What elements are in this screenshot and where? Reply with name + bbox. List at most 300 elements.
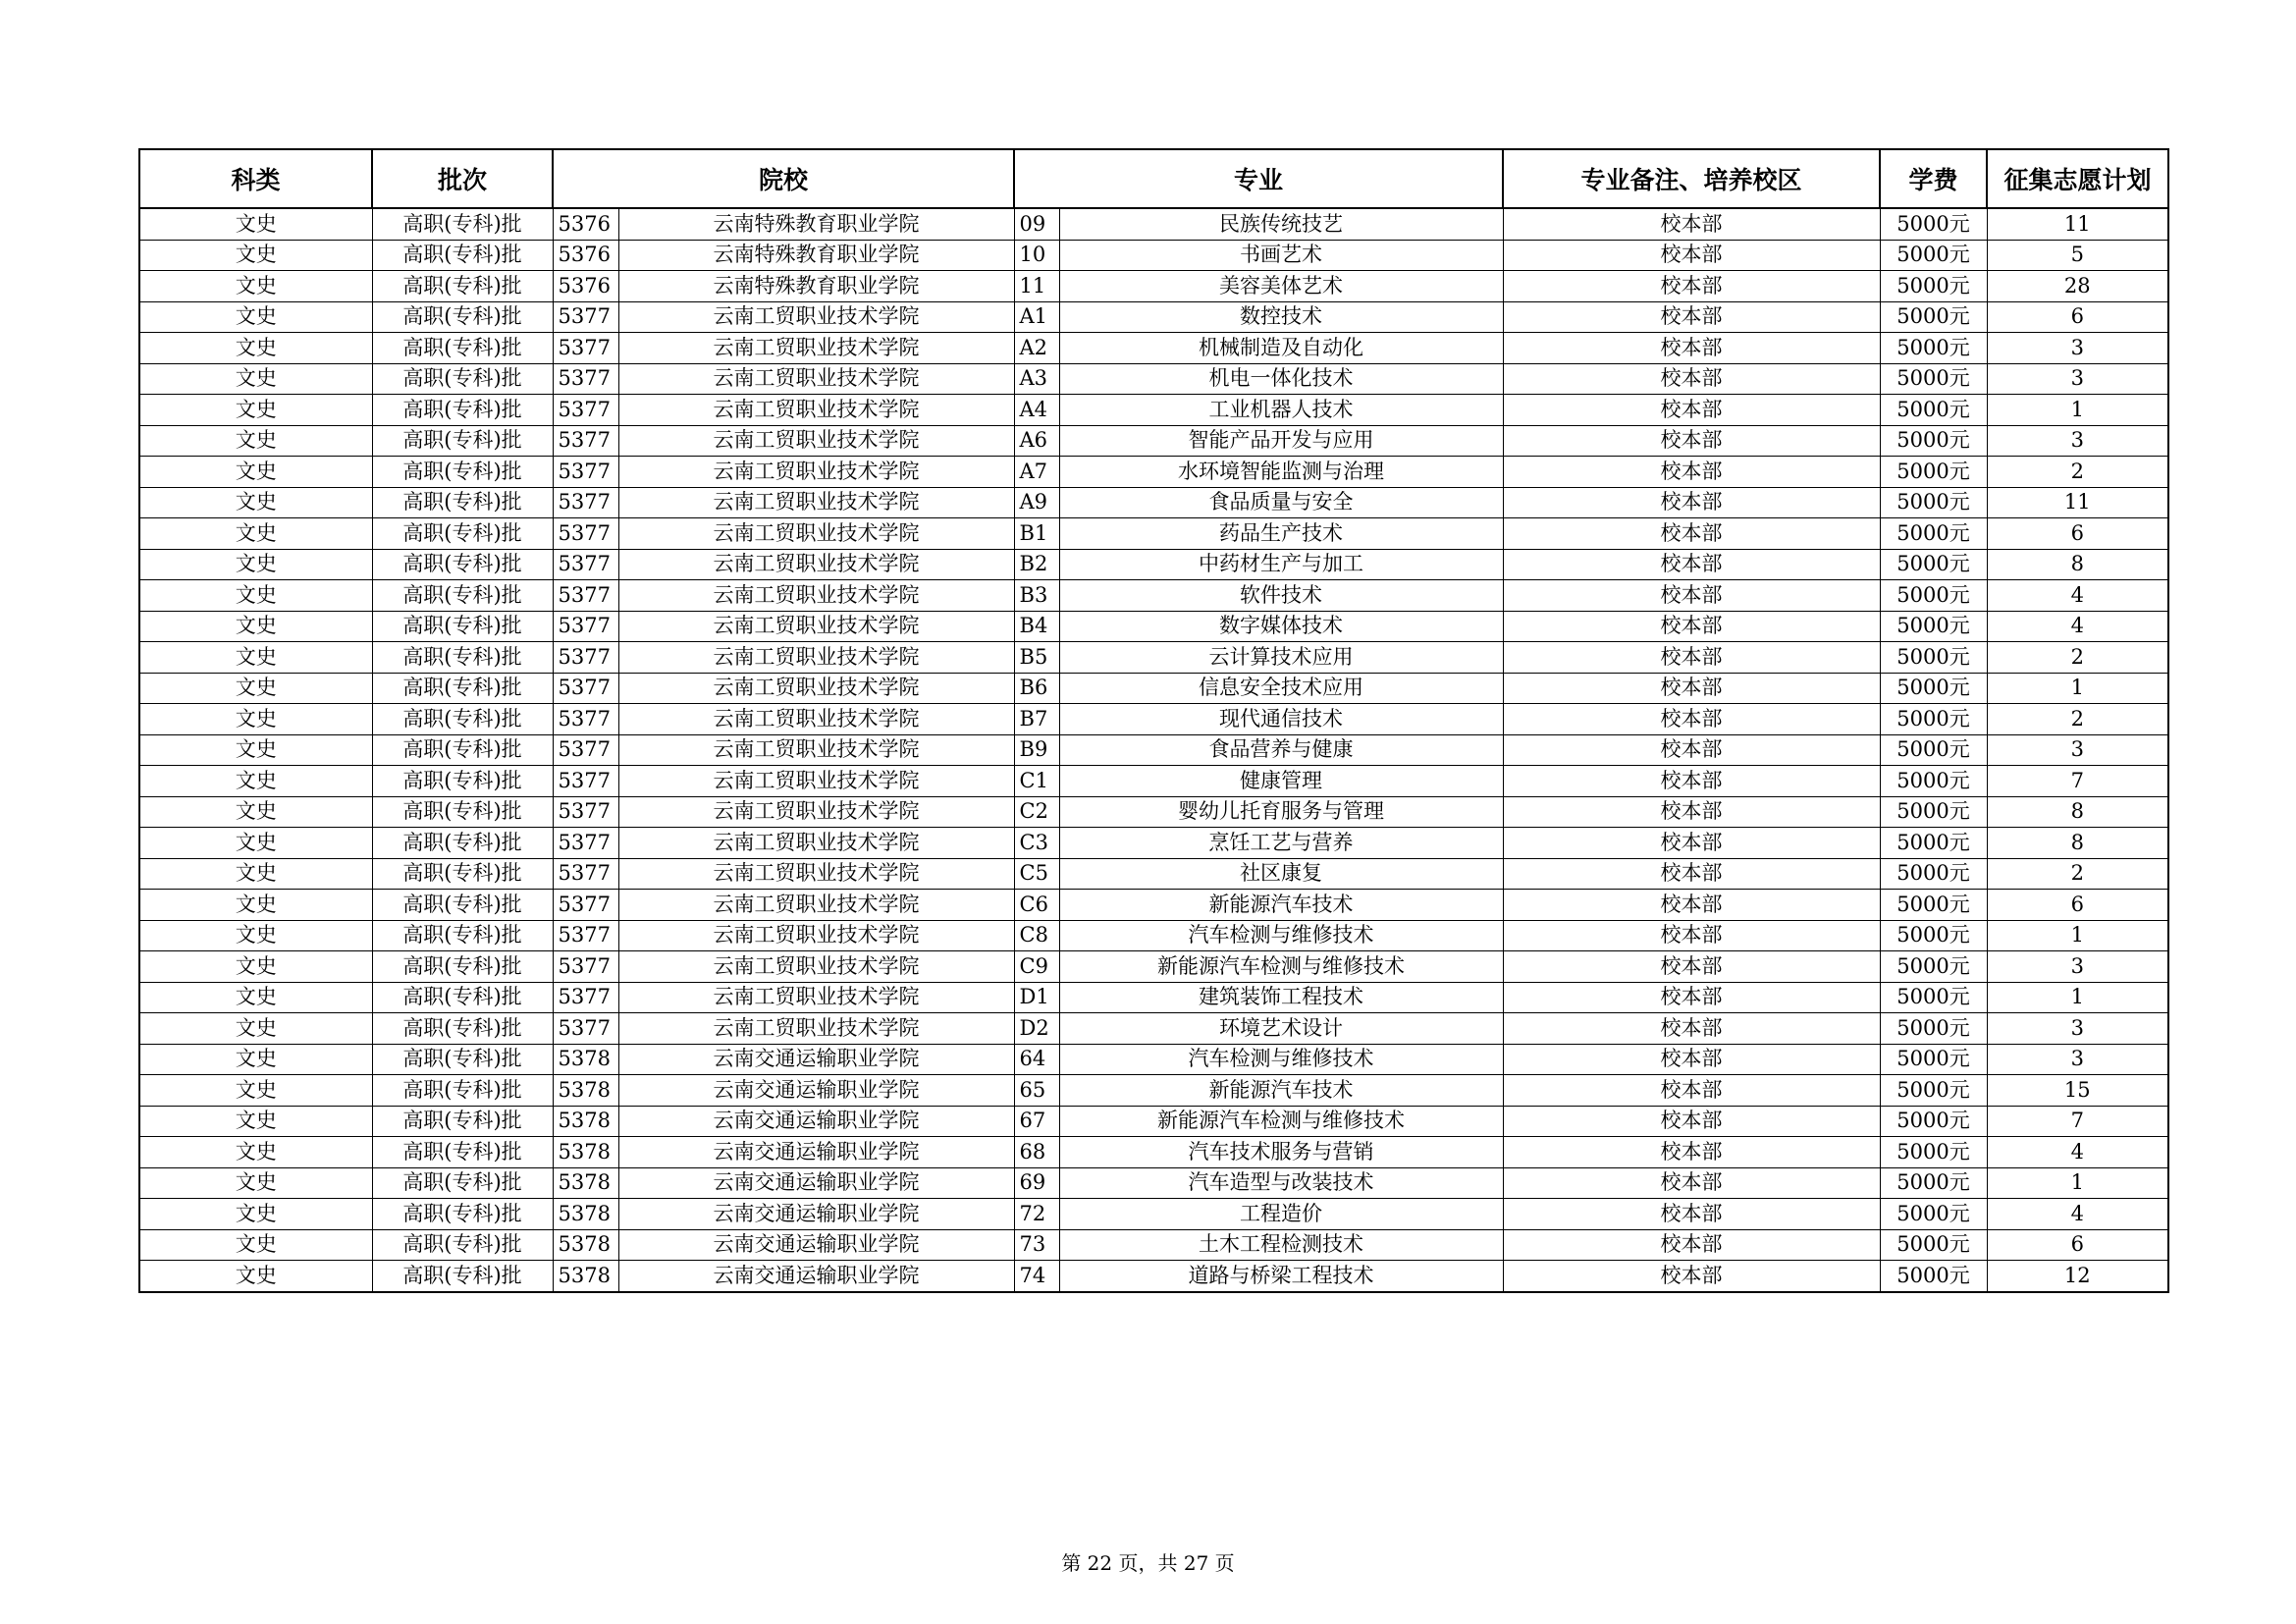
plan-cell: 1 [1987, 920, 2168, 951]
major-notes-cell: 校本部 [1503, 1229, 1880, 1261]
category-cell: 文史 [139, 271, 372, 302]
admissions-table [138, 148, 2169, 1293]
institution-code-cell: 5377 [553, 363, 618, 395]
category-cell: 文史 [139, 1167, 372, 1199]
major-name-cell: 新能源汽车技术 [1059, 1075, 1503, 1107]
institution-name-cell: 云南工贸职业技术学院 [618, 951, 1014, 983]
institution-code-cell: 5377 [553, 951, 618, 983]
institution-code-cell: 5377 [553, 704, 618, 735]
major-name-cell: 中药材生产与加工 [1059, 549, 1503, 580]
institution-name-cell: 云南工贸职业技术学院 [618, 425, 1014, 457]
major-name-cell: 食品营养与健康 [1059, 734, 1503, 766]
batch-cell: 高职(专科)批 [372, 951, 553, 983]
institution-code-cell: 5377 [553, 487, 618, 518]
tuition-cell: 5000元 [1880, 240, 1987, 271]
institution-code-cell: 5377 [553, 920, 618, 951]
category-cell: 文史 [139, 982, 372, 1013]
table-row [139, 673, 2168, 704]
major-name-cell: 土木工程检测技术 [1059, 1229, 1503, 1261]
tuition-cell: 5000元 [1880, 890, 1987, 921]
tuition-cell: 5000元 [1880, 395, 1987, 426]
table-row [139, 1261, 2168, 1292]
institution-name-cell: 云南特殊教育职业学院 [618, 271, 1014, 302]
tuition-cell: 5000元 [1880, 301, 1987, 333]
major-name-cell: 现代通信技术 [1059, 704, 1503, 735]
institution-name-cell: 云南工贸职业技术学院 [618, 518, 1014, 550]
tuition-cell: 5000元 [1880, 518, 1987, 550]
table-row [139, 1229, 2168, 1261]
major-code-cell: 68 [1014, 1137, 1059, 1168]
category-cell: 文史 [139, 1013, 372, 1045]
table-row [139, 920, 2168, 951]
tuition-cell: 5000元 [1880, 734, 1987, 766]
major-code-cell: C5 [1014, 858, 1059, 890]
plan-cell: 3 [1987, 951, 2168, 983]
tuition-cell: 5000元 [1880, 796, 1987, 828]
major-notes-cell: 校本部 [1503, 395, 1880, 426]
header-major: 专业 [1014, 149, 1503, 208]
major-code-cell: B9 [1014, 734, 1059, 766]
batch-cell: 高职(专科)批 [372, 301, 553, 333]
major-notes-cell: 校本部 [1503, 208, 1880, 240]
plan-cell: 4 [1987, 580, 2168, 612]
plan-cell: 4 [1987, 1137, 2168, 1168]
batch-cell: 高职(专科)批 [372, 828, 553, 859]
institution-name-cell: 云南交通运输职业学院 [618, 1167, 1014, 1199]
plan-cell: 3 [1987, 333, 2168, 364]
major-notes-cell: 校本部 [1503, 580, 1880, 612]
batch-cell: 高职(专科)批 [372, 766, 553, 797]
table-row [139, 580, 2168, 612]
major-notes-cell: 校本部 [1503, 1137, 1880, 1168]
major-notes-cell: 校本部 [1503, 487, 1880, 518]
table-row [139, 1106, 2168, 1137]
page-footer: 第 22 页，共 27 页 [1061, 1551, 1235, 1575]
table-row [139, 333, 2168, 364]
plan-cell: 1 [1987, 395, 2168, 426]
institution-code-cell: 5377 [553, 301, 618, 333]
major-code-cell: A6 [1014, 425, 1059, 457]
tuition-cell: 5000元 [1880, 333, 1987, 364]
major-name-cell: 新能源汽车检测与维修技术 [1059, 1106, 1503, 1137]
institution-name-cell: 云南工贸职业技术学院 [618, 920, 1014, 951]
batch-cell: 高职(专科)批 [372, 333, 553, 364]
plan-cell: 3 [1987, 1044, 2168, 1075]
major-notes-cell: 校本部 [1503, 425, 1880, 457]
major-code-cell: C2 [1014, 796, 1059, 828]
plan-cell: 4 [1987, 611, 2168, 642]
major-code-cell: B3 [1014, 580, 1059, 612]
major-name-cell: 社区康复 [1059, 858, 1503, 890]
major-name-cell: 汽车造型与改装技术 [1059, 1167, 1503, 1199]
batch-cell: 高职(专科)批 [372, 395, 553, 426]
table-row [139, 425, 2168, 457]
major-notes-cell: 校本部 [1503, 611, 1880, 642]
major-name-cell: 新能源汽车技术 [1059, 890, 1503, 921]
major-notes-cell: 校本部 [1503, 301, 1880, 333]
major-code-cell: A7 [1014, 457, 1059, 488]
institution-name-cell: 云南工贸职业技术学院 [618, 828, 1014, 859]
plan-cell: 1 [1987, 982, 2168, 1013]
batch-cell: 高职(专科)批 [372, 734, 553, 766]
category-cell: 文史 [139, 1044, 372, 1075]
institution-code-cell: 5377 [553, 549, 618, 580]
major-notes-cell: 校本部 [1503, 1261, 1880, 1292]
batch-cell: 高职(专科)批 [372, 1044, 553, 1075]
tuition-cell: 5000元 [1880, 920, 1987, 951]
institution-code-cell: 5378 [553, 1044, 618, 1075]
batch-cell: 高职(专科)批 [372, 920, 553, 951]
table-row [139, 1044, 2168, 1075]
plan-cell: 6 [1987, 518, 2168, 550]
plan-cell: 3 [1987, 425, 2168, 457]
category-cell: 文史 [139, 704, 372, 735]
major-notes-cell: 校本部 [1503, 457, 1880, 488]
major-notes-cell: 校本部 [1503, 1013, 1880, 1045]
major-code-cell: 67 [1014, 1106, 1059, 1137]
tuition-cell: 5000元 [1880, 271, 1987, 302]
major-notes-cell: 校本部 [1503, 1167, 1880, 1199]
batch-cell: 高职(专科)批 [372, 1013, 553, 1045]
table-row [139, 796, 2168, 828]
table-row [139, 1167, 2168, 1199]
plan-cell: 2 [1987, 858, 2168, 890]
major-notes-cell: 校本部 [1503, 796, 1880, 828]
institution-code-cell: 5377 [553, 395, 618, 426]
major-code-cell: C3 [1014, 828, 1059, 859]
tuition-cell: 5000元 [1880, 1013, 1987, 1045]
tuition-cell: 5000元 [1880, 425, 1987, 457]
major-name-cell: 软件技术 [1059, 580, 1503, 612]
category-cell: 文史 [139, 858, 372, 890]
batch-cell: 高职(专科)批 [372, 1075, 553, 1107]
tuition-cell: 5000元 [1880, 1075, 1987, 1107]
plan-cell: 6 [1987, 890, 2168, 921]
tuition-cell: 5000元 [1880, 1199, 1987, 1230]
plan-cell: 12 [1987, 1261, 2168, 1292]
plan-cell: 6 [1987, 301, 2168, 333]
tuition-cell: 5000元 [1880, 487, 1987, 518]
major-notes-cell: 校本部 [1503, 549, 1880, 580]
plan-cell: 2 [1987, 704, 2168, 735]
major-code-cell: B2 [1014, 549, 1059, 580]
major-notes-cell: 校本部 [1503, 240, 1880, 271]
plan-cell: 7 [1987, 1106, 2168, 1137]
table-row [139, 982, 2168, 1013]
institution-code-cell: 5377 [553, 333, 618, 364]
batch-cell: 高职(专科)批 [372, 796, 553, 828]
tuition-cell: 5000元 [1880, 1229, 1987, 1261]
major-code-cell: B6 [1014, 673, 1059, 704]
major-name-cell: 智能产品开发与应用 [1059, 425, 1503, 457]
category-cell: 文史 [139, 796, 372, 828]
tuition-cell: 5000元 [1880, 1137, 1987, 1168]
major-name-cell: 工程造价 [1059, 1199, 1503, 1230]
institution-code-cell: 5376 [553, 208, 618, 240]
batch-cell: 高职(专科)批 [372, 518, 553, 550]
plan-cell: 7 [1987, 766, 2168, 797]
major-notes-cell: 校本部 [1503, 673, 1880, 704]
table-row [139, 549, 2168, 580]
major-name-cell: 健康管理 [1059, 766, 1503, 797]
plan-cell: 1 [1987, 673, 2168, 704]
category-cell: 文史 [139, 333, 372, 364]
tuition-cell: 5000元 [1880, 1044, 1987, 1075]
category-cell: 文史 [139, 457, 372, 488]
batch-cell: 高职(专科)批 [372, 673, 553, 704]
institution-name-cell: 云南交通运输职业学院 [618, 1137, 1014, 1168]
category-cell: 文史 [139, 1137, 372, 1168]
major-notes-cell: 校本部 [1503, 858, 1880, 890]
category-cell: 文史 [139, 395, 372, 426]
category-cell: 文史 [139, 1261, 372, 1292]
major-code-cell: C1 [1014, 766, 1059, 797]
major-code-cell: B1 [1014, 518, 1059, 550]
institution-name-cell: 云南工贸职业技术学院 [618, 642, 1014, 674]
header-tuition: 学费 [1880, 149, 1987, 208]
major-code-cell: B7 [1014, 704, 1059, 735]
table-row [139, 518, 2168, 550]
major-name-cell: 婴幼儿托育服务与管理 [1059, 796, 1503, 828]
major-name-cell: 民族传统技艺 [1059, 208, 1503, 240]
table-row [139, 363, 2168, 395]
major-notes-cell: 校本部 [1503, 363, 1880, 395]
institution-code-cell: 5377 [553, 890, 618, 921]
batch-cell: 高职(专科)批 [372, 457, 553, 488]
plan-cell: 3 [1987, 363, 2168, 395]
category-cell: 文史 [139, 580, 372, 612]
major-notes-cell: 校本部 [1503, 642, 1880, 674]
category-cell: 文史 [139, 611, 372, 642]
major-code-cell: A3 [1014, 363, 1059, 395]
tuition-cell: 5000元 [1880, 549, 1987, 580]
institution-code-cell: 5377 [553, 858, 618, 890]
institution-code-cell: 5377 [553, 766, 618, 797]
institution-name-cell: 云南交通运输职业学院 [618, 1261, 1014, 1292]
batch-cell: 高职(专科)批 [372, 611, 553, 642]
category-cell: 文史 [139, 208, 372, 240]
major-code-cell: 74 [1014, 1261, 1059, 1292]
table-row [139, 766, 2168, 797]
institution-code-cell: 5377 [553, 518, 618, 550]
batch-cell: 高职(专科)批 [372, 1199, 553, 1230]
major-code-cell: D2 [1014, 1013, 1059, 1045]
institution-name-cell: 云南交通运输职业学院 [618, 1044, 1014, 1075]
major-code-cell: 11 [1014, 271, 1059, 302]
major-name-cell: 建筑装饰工程技术 [1059, 982, 1503, 1013]
institution-name-cell: 云南工贸职业技术学院 [618, 734, 1014, 766]
institution-name-cell: 云南工贸职业技术学院 [618, 457, 1014, 488]
major-code-cell: 72 [1014, 1199, 1059, 1230]
major-notes-cell: 校本部 [1503, 890, 1880, 921]
batch-cell: 高职(专科)批 [372, 240, 553, 271]
category-cell: 文史 [139, 1075, 372, 1107]
table-row [139, 1013, 2168, 1045]
institution-code-cell: 5377 [553, 611, 618, 642]
plan-cell: 5 [1987, 240, 2168, 271]
category-cell: 文史 [139, 642, 372, 674]
table-row [139, 951, 2168, 983]
category-cell: 文史 [139, 673, 372, 704]
major-name-cell: 道路与桥梁工程技术 [1059, 1261, 1503, 1292]
major-name-cell: 烹饪工艺与营养 [1059, 828, 1503, 859]
major-code-cell: 69 [1014, 1167, 1059, 1199]
category-cell: 文史 [139, 766, 372, 797]
table-row [139, 828, 2168, 859]
plan-cell: 3 [1987, 734, 2168, 766]
institution-name-cell: 云南特殊教育职业学院 [618, 208, 1014, 240]
institution-name-cell: 云南工贸职业技术学院 [618, 673, 1014, 704]
category-cell: 文史 [139, 1199, 372, 1230]
major-code-cell: B5 [1014, 642, 1059, 674]
institution-name-cell: 云南工贸职业技术学院 [618, 549, 1014, 580]
major-notes-cell: 校本部 [1503, 1044, 1880, 1075]
category-cell: 文史 [139, 1106, 372, 1137]
institution-code-cell: 5377 [553, 828, 618, 859]
table-row [139, 858, 2168, 890]
major-name-cell: 机械制造及自动化 [1059, 333, 1503, 364]
major-code-cell: C9 [1014, 951, 1059, 983]
major-name-cell: 汽车检测与维修技术 [1059, 920, 1503, 951]
table-row [139, 208, 2168, 240]
tuition-cell: 5000元 [1880, 1261, 1987, 1292]
institution-code-cell: 5377 [553, 425, 618, 457]
batch-cell: 高职(专科)批 [372, 1229, 553, 1261]
institution-name-cell: 云南工贸职业技术学院 [618, 611, 1014, 642]
table-row [139, 1199, 2168, 1230]
major-notes-cell: 校本部 [1503, 951, 1880, 983]
tuition-cell: 5000元 [1880, 642, 1987, 674]
major-code-cell: A2 [1014, 333, 1059, 364]
institution-code-cell: 5377 [553, 457, 618, 488]
table-row [139, 1137, 2168, 1168]
category-cell: 文史 [139, 1229, 372, 1261]
major-name-cell: 药品生产技术 [1059, 518, 1503, 550]
major-notes-cell: 校本部 [1503, 704, 1880, 735]
major-notes-cell: 校本部 [1503, 333, 1880, 364]
batch-cell: 高职(专科)批 [372, 642, 553, 674]
plan-cell: 2 [1987, 457, 2168, 488]
batch-cell: 高职(专科)批 [372, 549, 553, 580]
batch-cell: 高职(专科)批 [372, 425, 553, 457]
plan-cell: 8 [1987, 549, 2168, 580]
institution-code-cell: 5378 [553, 1229, 618, 1261]
tuition-cell: 5000元 [1880, 673, 1987, 704]
major-code-cell: C8 [1014, 920, 1059, 951]
plan-cell: 1 [1987, 1167, 2168, 1199]
tuition-cell: 5000元 [1880, 951, 1987, 983]
major-code-cell: A4 [1014, 395, 1059, 426]
tuition-cell: 5000元 [1880, 457, 1987, 488]
major-name-cell: 数字媒体技术 [1059, 611, 1503, 642]
category-cell: 文史 [139, 549, 372, 580]
tuition-cell: 5000元 [1880, 704, 1987, 735]
table-row [139, 704, 2168, 735]
category-cell: 文史 [139, 487, 372, 518]
category-cell: 文史 [139, 363, 372, 395]
major-notes-cell: 校本部 [1503, 982, 1880, 1013]
tuition-cell: 5000元 [1880, 982, 1987, 1013]
institution-name-cell: 云南工贸职业技术学院 [618, 363, 1014, 395]
plan-cell: 15 [1987, 1075, 2168, 1107]
plan-cell: 8 [1987, 828, 2168, 859]
major-notes-cell: 校本部 [1503, 920, 1880, 951]
header-category: 科类 [139, 149, 372, 208]
batch-cell: 高职(专科)批 [372, 704, 553, 735]
tuition-cell: 5000元 [1880, 766, 1987, 797]
major-code-cell: 10 [1014, 240, 1059, 271]
institution-name-cell: 云南工贸职业技术学院 [618, 704, 1014, 735]
major-name-cell: 新能源汽车检测与维修技术 [1059, 951, 1503, 983]
table-row [139, 457, 2168, 488]
institution-name-cell: 云南交通运输职业学院 [618, 1229, 1014, 1261]
institution-code-cell: 5377 [553, 734, 618, 766]
batch-cell: 高职(专科)批 [372, 208, 553, 240]
tuition-cell: 5000元 [1880, 580, 1987, 612]
institution-name-cell: 云南交通运输职业学院 [618, 1075, 1014, 1107]
category-cell: 文史 [139, 425, 372, 457]
institution-name-cell: 云南工贸职业技术学院 [618, 858, 1014, 890]
institution-code-cell: 5378 [553, 1075, 618, 1107]
major-notes-cell: 校本部 [1503, 766, 1880, 797]
major-code-cell: 73 [1014, 1229, 1059, 1261]
batch-cell: 高职(专科)批 [372, 487, 553, 518]
batch-cell: 高职(专科)批 [372, 1137, 553, 1168]
major-code-cell: 65 [1014, 1075, 1059, 1107]
institution-name-cell: 云南工贸职业技术学院 [618, 1013, 1014, 1045]
institution-name-cell: 云南工贸职业技术学院 [618, 580, 1014, 612]
plan-cell: 28 [1987, 271, 2168, 302]
institution-code-cell: 5377 [553, 673, 618, 704]
institution-code-cell: 5377 [553, 580, 618, 612]
plan-cell: 2 [1987, 642, 2168, 674]
major-name-cell: 水环境智能监测与治理 [1059, 457, 1503, 488]
table-row [139, 271, 2168, 302]
batch-cell: 高职(专科)批 [372, 982, 553, 1013]
institution-code-cell: 5378 [553, 1106, 618, 1137]
batch-cell: 高职(专科)批 [372, 1106, 553, 1137]
institution-code-cell: 5377 [553, 796, 618, 828]
major-code-cell: D1 [1014, 982, 1059, 1013]
batch-cell: 高职(专科)批 [372, 271, 553, 302]
table-row [139, 240, 2168, 271]
major-notes-cell: 校本部 [1503, 734, 1880, 766]
table-row [139, 1075, 2168, 1107]
table-row [139, 642, 2168, 674]
table-row [139, 487, 2168, 518]
tuition-cell: 5000元 [1880, 828, 1987, 859]
batch-cell: 高职(专科)批 [372, 890, 553, 921]
major-name-cell: 数控技术 [1059, 301, 1503, 333]
institution-code-cell: 5378 [553, 1137, 618, 1168]
batch-cell: 高职(专科)批 [372, 363, 553, 395]
major-notes-cell: 校本部 [1503, 1199, 1880, 1230]
institution-name-cell: 云南工贸职业技术学院 [618, 301, 1014, 333]
institution-code-cell: 5377 [553, 982, 618, 1013]
table-row [139, 890, 2168, 921]
category-cell: 文史 [139, 518, 372, 550]
category-cell: 文史 [139, 890, 372, 921]
batch-cell: 高职(专科)批 [372, 1261, 553, 1292]
institution-name-cell: 云南工贸职业技术学院 [618, 796, 1014, 828]
major-name-cell: 食品质量与安全 [1059, 487, 1503, 518]
table-row [139, 734, 2168, 766]
tuition-cell: 5000元 [1880, 363, 1987, 395]
major-code-cell: B4 [1014, 611, 1059, 642]
major-name-cell: 美容美体艺术 [1059, 271, 1503, 302]
institution-code-cell: 5377 [553, 642, 618, 674]
batch-cell: 高职(专科)批 [372, 858, 553, 890]
